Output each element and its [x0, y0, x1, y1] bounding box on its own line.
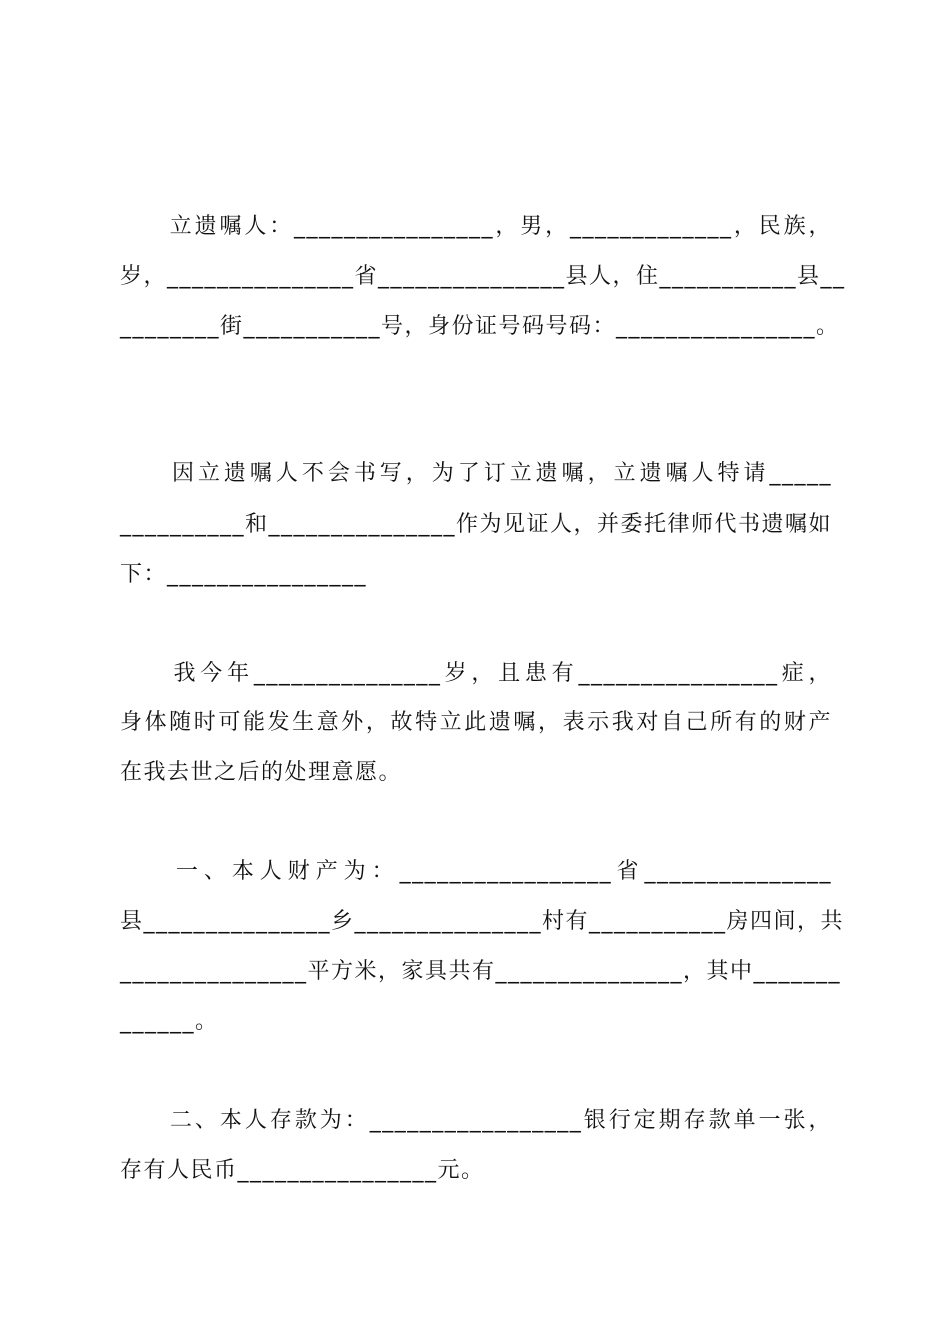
paragraph-4-line-3: _______________平方米，家具共有_______________，其中_______ [120, 959, 842, 984]
paragraph-5-line-2: 存有人民币________________元。 [120, 1158, 485, 1183]
paragraph-1-line-3: ________街___________号，身份证号码号码：________________。 [120, 314, 840, 339]
paragraph-2-line-2: __________和_______________作为见证人，并委托律师代书遗嘱如 [120, 512, 833, 537]
paragraph-2-line-1: 因立遗嘱人不会书写，为了订立遗嘱，立遗嘱人特请_____ [120, 461, 832, 486]
paragraph-3-line-1: 我今年_______________岁，且患有________________症， [120, 661, 832, 686]
paragraph-1-line-2: 岁，_______________省_______________县人，住___________县__ [120, 264, 846, 289]
paragraph-5-line-1: 二、本人存款为：_________________银行定期存款单一张， [120, 1108, 832, 1133]
paragraph-3-line-3: 在我去世之后的处理意愿。 [120, 760, 403, 785]
paragraph-2-line-3: 下：________________ [120, 562, 368, 587]
paragraph-3-line-2: 身体随时可能发生意外，故特立此遗嘱，表示我对自己所有的财产 [120, 710, 832, 735]
paragraph-1-line-1: 立遗嘱人：________________，男，_____________，民族， [120, 214, 832, 239]
paragraph-4-line-4: ______。 [120, 1009, 219, 1034]
paragraph-4-line-1: 一、本人财产为：_________________省_______________ [120, 859, 832, 884]
paragraph-4-line-2: 县_______________乡_______________村有___________房四间，共 [120, 909, 845, 934]
